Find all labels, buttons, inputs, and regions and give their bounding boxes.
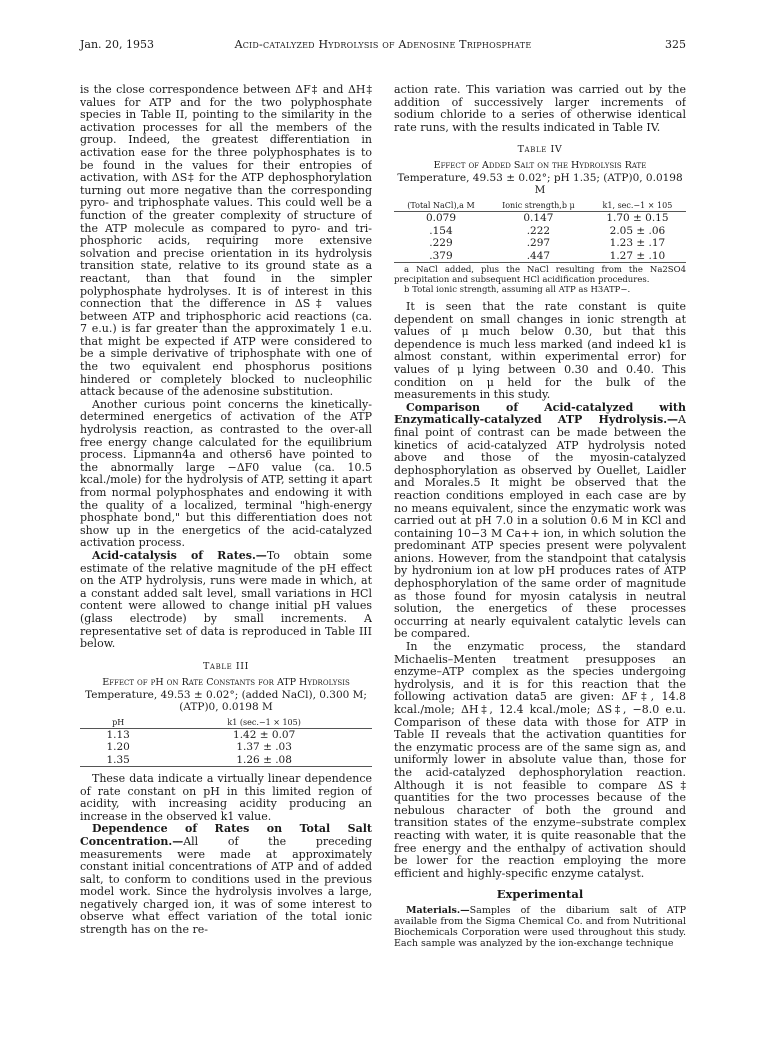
table3-cell: 1.13 xyxy=(106,728,130,741)
table4-cell: .229 xyxy=(429,237,453,250)
table-row xyxy=(394,212,686,225)
table-row xyxy=(394,237,686,249)
table3-conditions: Temperature, 49.53 ± 0.02°; (added NaCl), 0.300 M; (ATP)0, 0.0198 M xyxy=(85,688,367,713)
table3-header-ph: pH xyxy=(80,717,156,729)
table4-conditions: Temperature, 49.53 ± 0.02°; pH 1.35; (ATP)0, 0.0198 M xyxy=(397,172,683,197)
table4-cell: 2.05 ± .06 xyxy=(609,224,666,237)
table4 xyxy=(394,200,686,263)
section-heading-experimental: Experimental xyxy=(496,887,584,902)
table-row xyxy=(394,225,686,237)
paragraph-materials-text: Samples of the dibarium salt of ATP available from the Sigma Chemical Co. and from Nutritional Biochemicals Corporation were used throughout this study. Each sample was analyzed by the ion-exchange technique xyxy=(394,904,686,949)
paragraph-enzymatic: In the enzymatic process, the standard Michaelis–Menten treatment presupposes an enzyme–ATP complex as the species undergoing hydrolysis, and it is for this reaction that the following activation data5 are given: ΔF‡, 14.8 kcal./mole; ΔH‡, 12.4 kcal./mole; ΔS‡, −8.0 e.u. Comparison of these data with those for ATP in Table II reveals that the activation quantities for the enzymatic process are of the same sign as, and uniformly lower in absolute value than, those for the acid-catalyzed dephosphorylation reaction. Although it is not feasible to compare ΔS‡ quantities for the two processes because of the nebulous character of both the ground and transition states of the enzyme–substrate complex reacting with water, it is quite reasonable that the free energy and the enthalpy of activation should be lower for the reaction employing the more efficient and highly-specific enzyme catalyst. xyxy=(394,640,686,880)
table4-cell: 1.70 ± 0.15 xyxy=(606,212,669,225)
table-row xyxy=(394,250,686,263)
table4-cell: .154 xyxy=(429,224,453,237)
table4-cell: 0.147 xyxy=(523,212,554,225)
table4-cell: 1.27 ± .10 xyxy=(589,250,686,263)
paragraph-acid-catalysis xyxy=(80,550,372,651)
table4-header-k1: k1, sec.−1 × 105 xyxy=(589,200,686,212)
header-title: Acid-catalyzed Hydrolysis of Adenosine Triphosphate xyxy=(234,38,532,51)
section-heading-acid-catalysis: Acid-catalysis of Rates.— xyxy=(92,548,267,562)
table3-label: Table III xyxy=(203,660,249,672)
header-date: Jan. 20, 1953 xyxy=(80,38,155,51)
table3-header-k1: k1 (sec.−1 × 105) xyxy=(156,717,372,729)
paragraph-ionic-strength: It is seen that the rate constant is quite dependent on small changes in ionic strength at values of μ much below 0.30, but that this dependence is much less marked (and indeed k1 is almost constant, within experimental error) for values of μ lying between 0.30 and 0.40. This condition on μ held for the bulk of the measurements in this study. xyxy=(394,300,686,402)
left-column xyxy=(80,84,372,1024)
paragraph-acid-catalysis-text: To obtain some estimate of the relative magnitude of the pH effect on the ATP hydrolysis, runs were made in which, at a constant added salt level, small variations in HCl content were allowed to change initial pH values (glass electrode) by small increments. A representative set of data is reproduced in Table III below. xyxy=(80,548,372,651)
table3-cell: 1.35 xyxy=(80,754,156,767)
table-row xyxy=(80,754,372,767)
right-column xyxy=(394,84,686,1024)
table-row xyxy=(80,728,372,741)
paragraph-comparison-text: A final point of contrast can be made between the kinetics of acid-catalyzed ATP hydrolysis noted above and those of the myosin-catalyzed dephosphorylation as observed by Ouellet, Laidler and Morales.5 It might be observed that the reaction conditions employed in each case are by no means equivalent, since the enzymatic work was carried out at pH 7.0 in a solution 0.6 M in KCl and containing 10−3 M Ca++ ion, in which solution the predominant ATP species present were polyvalent anions. However, from the standpoint that catalysis by hydronium ion at low pH produces rates of ATP dephosphorylation of the same order of magnitude as those found for myosin catalysis in neutral solution, the energetics of these processes occurring at nearly equivalent catalytic levels can be compared. xyxy=(394,413,686,641)
paragraph-comparison xyxy=(394,402,686,641)
section-heading-salt: Dependence of Rates on Total Salt Concentration.— xyxy=(80,822,372,848)
running-header xyxy=(80,38,686,52)
table4-label: Table IV xyxy=(517,144,563,156)
table4-cell: .222 xyxy=(526,224,551,237)
table4-caption: Effect of Added Salt on the Hydrolysis Rate xyxy=(433,160,647,172)
table4-footnote-a: a NaCl added, plus the NaCl resulting from the Na2SO4 precipitation and subsequent HCl acidification procedures. xyxy=(394,265,686,285)
paragraph-reaction-rate: action rate. This variation was carried out by the addition of successively larger increments of sodium chloride to a series of otherwise identical rate runs, with the results indicated in Table IV. xyxy=(394,84,686,134)
table4-footnote-b: b Total ionic strength, assuming all ATP as H3ATP−. xyxy=(404,285,631,295)
table3-cell: 1.42 ± 0.07 xyxy=(233,728,296,741)
table3-cell: 1.37 ± .03 xyxy=(236,741,292,754)
table4-footnotes xyxy=(394,265,686,295)
paragraph-entropy: is the close correspondence between ΔF‡ and ΔH‡ values for ATP and for the two polyphosphate species in Table II, pointing to the similarity in the activation processes for all the members of the group. Indeed, the greatest differentiation in activation ease for the three polyphosphates is to be found in the values for their entropies of activation, with ΔS‡ for the ATP dephosphorylation turning out more negative than the corresponding pyro- and triphosphate values. This could well be a function of the greater complexity of structure of the ATP molecule as compared to pyro- and tri-phosphoric acids, requiring more extensive solvation and precise orientation in its hydrolysis transition state, relative to its ground state as a reactant, than that found in the simpler polyphosphate hydrolyses. It is of interest in this connection that the difference in ΔS‡ values between ATP and triphosphoric acid reactions (ca. 7 e.u.) is far greater than the approximately 1 e.u. that might be expected if ATP were considered to be a simple derivative of triphosphate with one of the two equivalent end phosphorus positions hindered or completely blocked to nucleophilic attack because of the adenosine substitution. xyxy=(80,84,372,399)
table3-cell: 1.26 ± .08 xyxy=(156,754,372,767)
table4-cell: .447 xyxy=(488,250,589,263)
paragraph-linear-dependence: These data indicate a virtually linear dependence of rate constant on pH in this limited region of acidity, with increasing acidity producing an increase in the observed k1 value. xyxy=(80,771,372,823)
table4-header-ionic-strength: Ionic strength,b μ xyxy=(488,200,589,212)
paragraph-salt-dependence xyxy=(80,823,372,936)
section-heading-materials: Materials.— xyxy=(406,904,470,916)
table3-caption: Effect of pH on Rate Constants for ATP Hydrolysis xyxy=(102,676,350,688)
section-heading-comparison: Comparison of Acid-catalyzed with Enzymatically-catalyzed ATP Hydrolysis.— xyxy=(394,400,686,427)
table4-header-nacl: (Total NaCl),a M xyxy=(394,200,488,212)
page-number: 325 xyxy=(665,38,686,51)
table3-cell: 1.20 xyxy=(106,741,130,754)
table4-cell: .297 xyxy=(526,237,551,250)
table4-cell: 0.079 xyxy=(425,212,456,225)
table-row xyxy=(80,741,372,753)
table4-cell: 1.23 ± .17 xyxy=(609,237,666,250)
paragraph-salt-dependence-text: All of the preceding measurements were made at approximately constant initial concentrations of ATP and of added salt, to conform to conditions used in the previous model work. Since the hydrolysis involves a large, negatively charged ion, it was of some interest to observe what effect variation of the total ionic strength has on the re- xyxy=(80,834,372,937)
table4-cell: .379 xyxy=(394,250,488,263)
paragraph-energetics: Another curious point concerns the kinetically-determined energetics of activation of the ATP hydrolysis reaction, as contrasted to the over-all free energy change calculated for the equilibrium process. Lipmann4a and others6 have pointed to the abnormally large −ΔF0 value (ca. 10.5 kcal./mole) for the hydrolysis of ATP, setting it apart from normal polyphosphates and endowing it with the quality of a localized, terminal "high-energy phosphate bond," but this differentiation does not show up in the energetics of the acid-catalyzed activation process. xyxy=(80,397,372,550)
table3 xyxy=(80,717,372,767)
paragraph-materials xyxy=(394,905,686,949)
